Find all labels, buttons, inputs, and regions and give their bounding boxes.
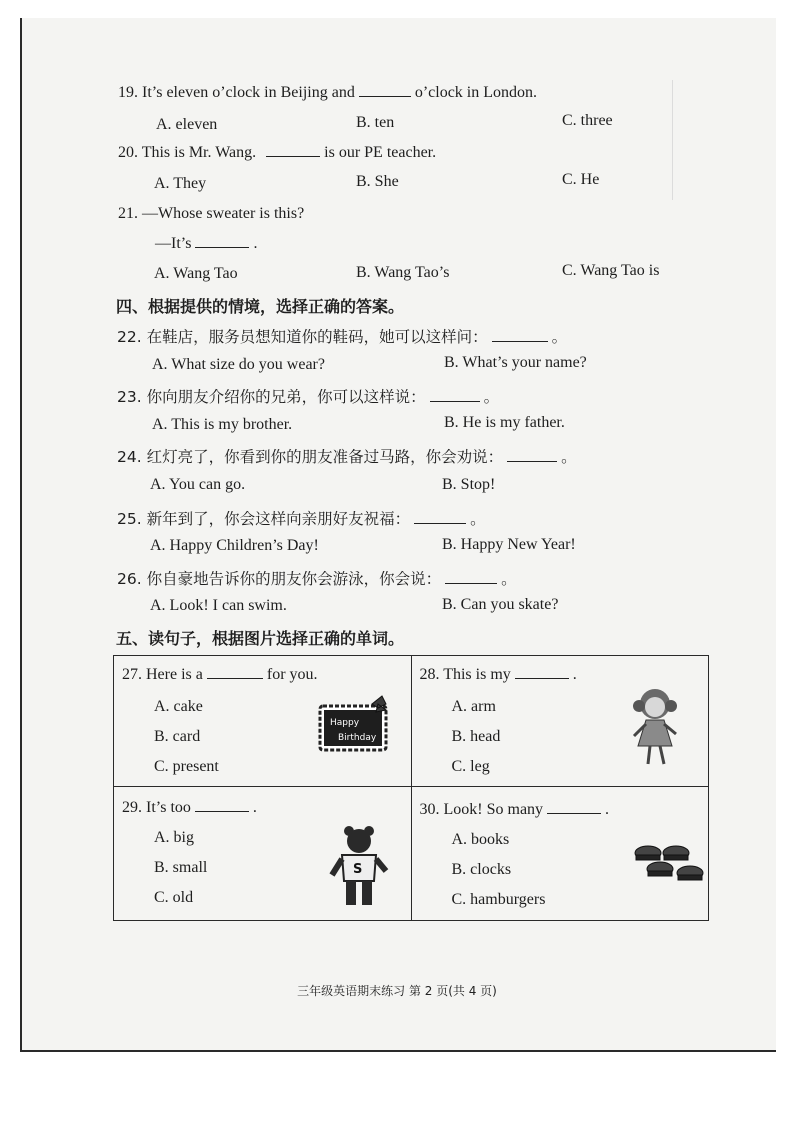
answer-blank — [207, 678, 263, 679]
q26-option-a: A. Look! I can swim. — [150, 597, 287, 614]
q19-option-a: A. eleven — [156, 116, 218, 133]
q28-option-c: C. leg — [451, 758, 490, 775]
birthday-card-icon — [314, 694, 396, 758]
q20-option-a: A. They — [154, 175, 207, 192]
q21-option-b: B. Wang Tao’s — [356, 264, 450, 281]
cell-q29 — [114, 787, 412, 921]
q22-stem: 22. 在鞋店，服务员想知道你的鞋码，她可以这样问： — [117, 328, 488, 346]
q24-stem-end: 。 — [561, 448, 577, 466]
q27-option-c: C. present — [154, 758, 219, 775]
answer-blank — [547, 813, 601, 814]
question-28 — [420, 666, 577, 684]
question-26 — [117, 567, 517, 589]
q29-stem: 29. It’s too — [122, 799, 191, 816]
page-footer: 三年级英语期末练习 第 2 页(共 4 页) — [297, 984, 497, 998]
section-4-heading: 四、根据提供的情境，选择正确的答案。 — [116, 297, 405, 316]
q26-stem: 26. 你自豪地告诉你的朋友你会游泳，你会说： — [117, 570, 442, 588]
q21-line2 — [155, 235, 257, 253]
bear-in-shirt-icon — [328, 823, 390, 913]
q19-option-c: C. three — [562, 112, 613, 129]
q22-stem-end: 。 — [551, 328, 568, 346]
answer-blank — [195, 247, 249, 248]
q29-option-c: C. old — [154, 889, 194, 906]
answer-blank — [492, 341, 548, 342]
section-5-heading: 五、读句子，根据图片选择正确的单词。 — [116, 629, 405, 648]
q19-option-b: B. ten — [356, 114, 395, 131]
question-20 — [118, 144, 436, 162]
q27-stem-end: for you. — [266, 666, 318, 683]
question-22 — [117, 325, 567, 347]
q19-stem-end: o’clock in London. — [414, 84, 538, 101]
q23-option-b: B. He is my father. — [444, 414, 565, 431]
answer-blank — [414, 523, 466, 524]
question-24 — [117, 445, 577, 467]
q20-option-c: C. He — [562, 171, 600, 188]
cell-q28 — [411, 656, 709, 787]
q20-stem-end: is our PE teacher. — [324, 144, 437, 161]
q23-stem-end: 。 — [483, 388, 500, 406]
question-23 — [117, 385, 499, 407]
q19-stem: 19. It’s eleven o’clock in Beijing and — [118, 84, 355, 101]
q29-option-b: B. small — [154, 859, 208, 876]
q23-stem: 23. 你向朋友介绍你的兄弟，你可以这样说： — [117, 388, 426, 406]
q30-option-c: C. hamburgers — [451, 891, 546, 908]
answer-blank — [445, 583, 497, 584]
q30-stem: 30. Look! So many — [419, 801, 544, 818]
q30-stem-end: . — [605, 801, 610, 818]
card-text-birthday: Birthday — [338, 733, 377, 743]
q21-option-a: A. Wang Tao — [154, 265, 238, 282]
cell-q27 — [114, 656, 412, 787]
card-text-happy: Happy — [330, 718, 360, 728]
question-30 — [420, 801, 610, 819]
q28-option-b: B. head — [451, 728, 501, 745]
hamburgers-icon — [632, 843, 706, 889]
q26-stem-end: 。 — [501, 570, 517, 588]
q21-option-c: C. Wang Tao is — [562, 262, 660, 279]
q28-option-a: A. arm — [451, 698, 496, 715]
question-27 — [122, 666, 318, 684]
answer-blank — [430, 401, 480, 402]
q28-stem: 28. This is my — [419, 666, 511, 683]
q29-option-a: A. big — [154, 829, 194, 846]
q26-option-b: B. Can you skate? — [442, 596, 559, 613]
question-29 — [122, 799, 257, 817]
answer-blank — [359, 96, 411, 97]
q27-option-a: A. cake — [154, 698, 203, 715]
answer-blank — [266, 156, 320, 157]
q28-stem-end: . — [572, 666, 577, 683]
q25-option-b: B. Happy New Year! — [442, 536, 576, 553]
q25-option-a: A. Happy Children’s Day! — [150, 537, 319, 554]
q21-reply: —It’s — [155, 235, 192, 252]
q22-option-a: A. What size do you wear? — [152, 356, 325, 373]
q21-period: . — [253, 235, 258, 252]
q25-stem: 25. 新年到了，你会这样向亲朋好友祝福： — [117, 510, 411, 528]
bleed-through-shadow — [672, 80, 713, 200]
q30-option-a: A. books — [451, 831, 510, 848]
answer-blank — [515, 678, 569, 679]
cell-q30 — [411, 787, 709, 921]
q24-option-b: B. Stop! — [442, 476, 496, 493]
q24-option-a: A. You can go. — [150, 476, 246, 493]
answer-blank — [507, 461, 557, 462]
question-25 — [117, 507, 486, 529]
question-19 — [118, 84, 537, 102]
q29-stem-end: . — [252, 799, 257, 816]
q25-stem-end: 。 — [470, 510, 486, 528]
q20-stem: 20. This is Mr. Wang. — [118, 144, 257, 161]
q23-option-a: A. This is my brother. — [152, 416, 293, 433]
picture-question-table — [113, 655, 709, 921]
q27-stem: 27. Here is a — [122, 666, 203, 683]
q20-option-b: B. She — [356, 173, 399, 190]
q30-option-b: B. clocks — [451, 861, 512, 878]
q24-stem: 24. 红灯亮了，你看到你的朋友准备过马路，你会劝说： — [117, 448, 504, 466]
girl-icon — [624, 684, 686, 772]
answer-blank — [195, 811, 249, 812]
question-21: 21. —Whose sweater is this? — [118, 205, 305, 222]
q22-option-b: B. What’s your name? — [444, 354, 587, 371]
q27-option-b: B. card — [154, 728, 201, 745]
shirt-letter: S — [353, 862, 363, 877]
